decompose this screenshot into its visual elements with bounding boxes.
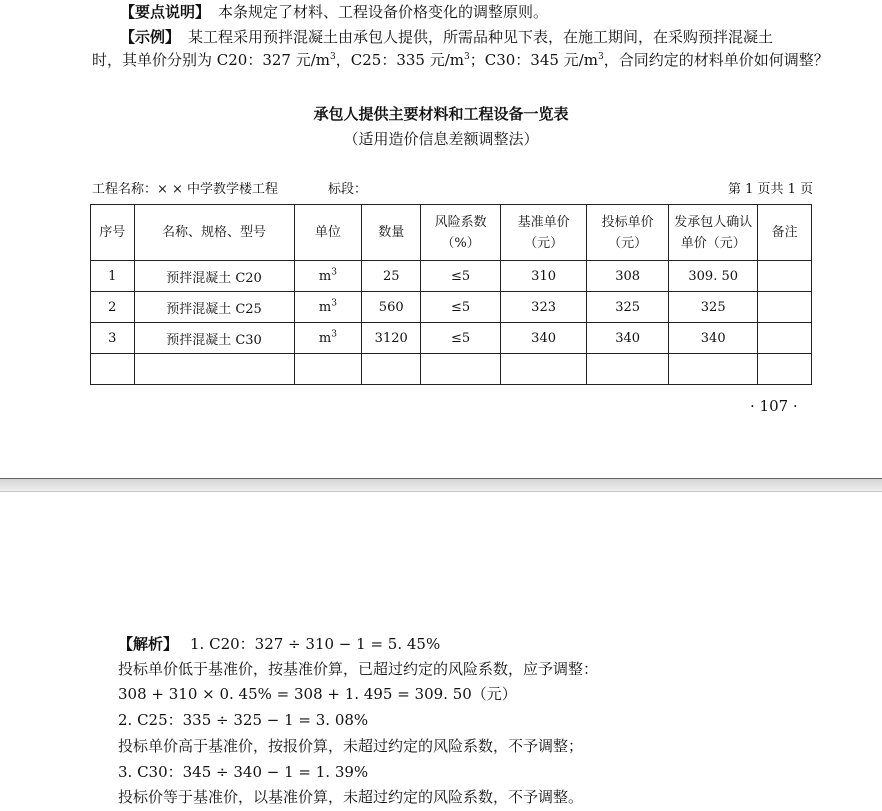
cell-qty: 3120 bbox=[362, 323, 421, 354]
superscript: 3 bbox=[331, 329, 337, 340]
header-confirmed-price bbox=[669, 205, 758, 261]
analysis-text-1: 1. C20：327 ÷ 310 − 1 = 5. 45% bbox=[190, 635, 441, 653]
header-risk-line2: （%） bbox=[441, 235, 480, 251]
cell-remark bbox=[758, 261, 812, 292]
superscript: 3 bbox=[464, 52, 470, 62]
header-risk bbox=[421, 205, 501, 261]
cell-qty: 25 bbox=[362, 261, 421, 292]
superscript: 3 bbox=[597, 52, 604, 62]
table-row bbox=[91, 323, 812, 354]
table-subtitle: （适用造价信息差额调整法） bbox=[343, 130, 539, 148]
cell-risk: ≤5 bbox=[421, 323, 501, 354]
cell-risk: ≤5 bbox=[421, 261, 501, 292]
table-row bbox=[91, 261, 812, 292]
cell-unit bbox=[294, 261, 362, 292]
example-label: 【示例】 bbox=[120, 28, 181, 46]
example-text-2d: ，合同约定的材料单价如何调整？ bbox=[603, 51, 829, 69]
header-risk-line1: 风险系数 bbox=[434, 214, 487, 230]
cell-confirm: 309. 50 bbox=[669, 261, 758, 292]
header-confirm-line2: 单价（元） bbox=[680, 235, 746, 251]
cell-empty bbox=[587, 354, 669, 385]
example-text-2c: ；C30：345 元/m bbox=[469, 51, 598, 69]
cell-remark bbox=[758, 323, 812, 354]
cell-risk: ≤5 bbox=[421, 292, 501, 323]
example-text-2b: ，C25：335 元/m bbox=[335, 51, 464, 69]
cell-empty bbox=[362, 354, 421, 385]
analysis-line-2: 投标单价低于基准价，按基准价算，已超过约定的风险系数，应予调整： bbox=[118, 660, 599, 678]
page-number: · 107 · bbox=[750, 397, 798, 415]
cell-bid: 340 bbox=[587, 323, 669, 354]
example-line-1 bbox=[120, 27, 773, 47]
unit-text: m bbox=[318, 299, 332, 315]
cell-no: 2 bbox=[91, 292, 135, 323]
header-name: 名称、规格、型号 bbox=[134, 205, 294, 261]
table-header-row bbox=[91, 205, 812, 261]
superscript: 3 bbox=[330, 52, 336, 62]
cell-empty bbox=[758, 354, 812, 385]
cell-base: 310 bbox=[501, 261, 587, 292]
cell-no: 1 bbox=[91, 261, 135, 292]
header-unit: 单位 bbox=[294, 205, 362, 261]
cell-confirm: 340 bbox=[669, 323, 758, 354]
superscript: 3 bbox=[331, 298, 337, 309]
cell-bid: 325 bbox=[587, 292, 669, 323]
analysis-line-7: 投标价等于基准价，以基准价算，未超过约定的风险系数，不予调整。 bbox=[118, 788, 584, 806]
table-title: 承包人提供主要材料和工程设备一览表 bbox=[313, 105, 569, 123]
example-line-2 bbox=[92, 50, 829, 70]
point-text: 本条规定了材料、工程设备价格变化的调整原则。 bbox=[218, 3, 549, 21]
header-remark: 备注 bbox=[758, 205, 812, 261]
point-explanation bbox=[120, 2, 548, 22]
point-label: 【要点说明】 bbox=[120, 3, 211, 21]
superscript: 3 bbox=[331, 267, 337, 278]
cell-empty bbox=[91, 354, 135, 385]
cell-no: 3 bbox=[91, 323, 135, 354]
cell-empty bbox=[501, 354, 587, 385]
unit-text: m bbox=[318, 268, 332, 284]
page-divider bbox=[0, 479, 882, 491]
cell-name: 预拌混凝土 C30 bbox=[134, 323, 294, 354]
cell-name: 预拌混凝土 C20 bbox=[134, 261, 294, 292]
cell-empty bbox=[421, 354, 501, 385]
cell-confirm: 325 bbox=[669, 292, 758, 323]
page-divider-bottom bbox=[0, 491, 882, 492]
example-text-1: 某工程采用预拌混凝土由承包人提供，所需品种见下表，在施工期间，在采购预拌混凝土 bbox=[188, 28, 774, 46]
cell-bid: 308 bbox=[587, 261, 669, 292]
table-row-empty bbox=[91, 354, 812, 385]
unit-text: m bbox=[318, 330, 332, 346]
section-label: 标段： bbox=[328, 182, 368, 197]
example-text-2a: 时，其单价分别为 C20：327 元/m bbox=[92, 51, 331, 69]
cell-unit bbox=[294, 323, 362, 354]
cell-empty bbox=[669, 354, 758, 385]
cell-empty bbox=[134, 354, 294, 385]
cell-empty bbox=[294, 354, 362, 385]
analysis-line-4: 2. C25：335 ÷ 325 − 1 = 3. 08% bbox=[118, 711, 369, 729]
analysis-line-1 bbox=[118, 634, 440, 654]
materials-table bbox=[90, 204, 812, 385]
header-qty: 数量 bbox=[362, 205, 421, 261]
header-bid-line1: 投标单价 bbox=[601, 214, 654, 230]
page-count: 第 1 页共 1 页 bbox=[728, 182, 814, 197]
analysis-label: 【解析】 bbox=[118, 635, 179, 653]
analysis-line-3: 308 + 310 × 0. 45% = 308 + 1. 495 = 309. 50（元） bbox=[118, 685, 517, 703]
header-no: 序号 bbox=[91, 205, 135, 261]
header-bid-line2: （元） bbox=[608, 235, 648, 251]
header-base-line2: （元） bbox=[524, 235, 564, 251]
cell-remark bbox=[758, 292, 812, 323]
cell-name: 预拌混凝土 C25 bbox=[134, 292, 294, 323]
header-base-price bbox=[501, 205, 587, 261]
analysis-line-5: 投标单价高于基准价，按报价算，未超过约定的风险系数，不予调整； bbox=[118, 737, 584, 755]
header-base-line1: 基准单价 bbox=[517, 214, 570, 230]
cell-base: 323 bbox=[501, 292, 587, 323]
cell-unit bbox=[294, 292, 362, 323]
table-row bbox=[91, 292, 812, 323]
cell-qty: 560 bbox=[362, 292, 421, 323]
project-name: 工程名称：× × 中学教学楼工程 bbox=[92, 182, 279, 197]
header-confirm-line1: 发承包人确认 bbox=[674, 214, 753, 230]
header-bid-price bbox=[587, 205, 669, 261]
analysis-line-6: 3. C30：345 ÷ 340 − 1 = 1. 39% bbox=[118, 763, 369, 781]
cell-base: 340 bbox=[501, 323, 587, 354]
